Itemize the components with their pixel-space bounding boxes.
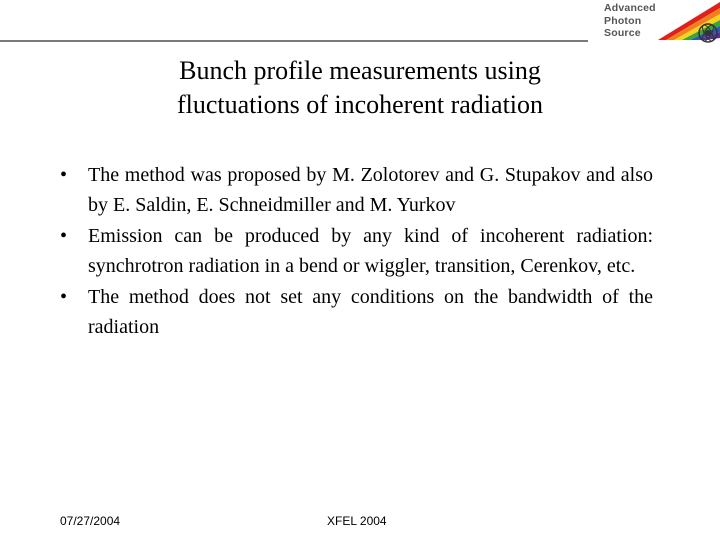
slide-title (100, 54, 620, 122)
footer-date: 07/27/2004 (60, 514, 121, 528)
logo-text-line: Photon (604, 14, 642, 27)
bullet-marker: • (60, 286, 68, 308)
bullet-text: Emission can be produced by any kind of incoherent radiation: synchrotron radiation in a bend or wiggler, transition, Cerenkov, etc. (88, 225, 653, 277)
bullet-marker: • (60, 225, 68, 247)
bullet-text: The method was proposed by M. Zolotorev and G. Stupakov and also by E. Saldin, E. Schneidmiller and M. Yurkov (88, 164, 653, 216)
bullet-text: The method does not set any conditions on the bandwidth of the radiation (88, 286, 653, 338)
logo-text-line: Advanced (604, 2, 656, 14)
bullet-list (60, 160, 653, 343)
aps-logo (588, 0, 720, 44)
header-rule (0, 40, 588, 42)
logo-text-line: Source (604, 27, 641, 39)
bullet-item (60, 221, 653, 281)
slide-title-line: fluctuations of incoherent radiation (176, 90, 544, 119)
bullet-marker: • (60, 164, 68, 186)
footer-event: XFEL 2004 (327, 514, 387, 528)
bullet-item (60, 282, 653, 342)
bullet-item (60, 160, 653, 220)
slide-title-line: Bunch profile measurements using (179, 56, 541, 85)
